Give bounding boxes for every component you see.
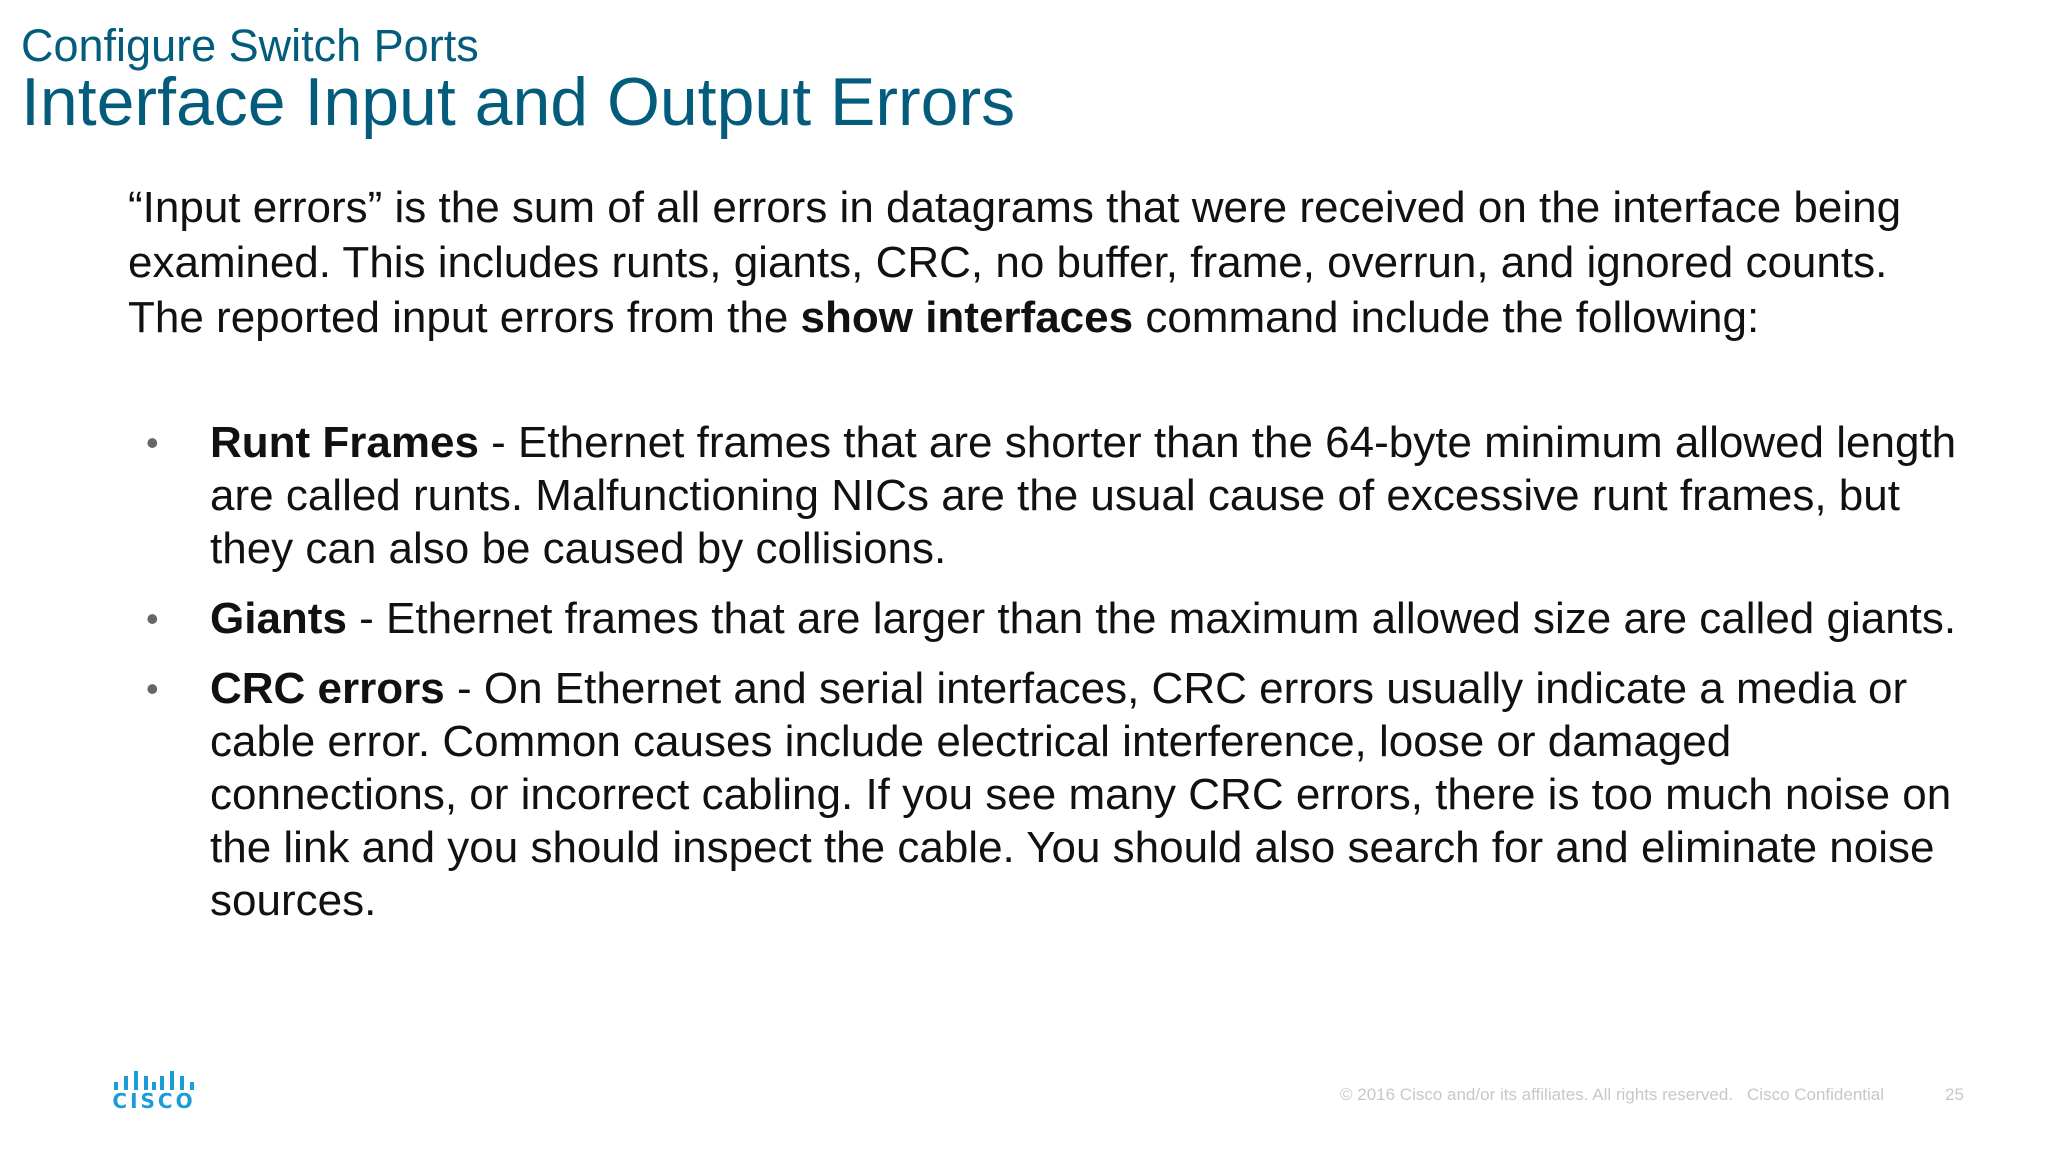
intro-text-after: command include the following:: [1133, 293, 1760, 342]
bullet-giants: [138, 592, 1968, 645]
intro-text-before: “Input errors” is the sum of all errors in datagrams that were received on the interface being examined. This includes runts, giants, CRC, no buffer, frame, overrun, and ignored counts. The reported input errors from the: [128, 183, 1902, 342]
bullet-dot-icon: •: [146, 422, 159, 463]
slide-title: Interface Input and Output Errors: [21, 64, 1016, 140]
cisco-logo: [112, 1068, 196, 1112]
bullet-crc-errors: [138, 662, 1968, 927]
bullet-text: - On Ethernet and serial interfaces, CRC errors usually indicate a media or cable error. Common causes include electrical interference, loose or damaged connections, or incorrect cabling. If you see many CRC errors, there is too much noise on the link and you should inspect the cable. You should also search for and eliminate noise sources.: [210, 664, 1952, 925]
bullet-dot-icon: •: [146, 598, 159, 639]
footer: [1340, 1085, 1898, 1105]
footer-confidential: Cisco Confidential: [1747, 1085, 1885, 1104]
intro-paragraph: [128, 180, 1968, 345]
intro-command: show interfaces: [800, 293, 1134, 342]
bullet-term: Giants: [210, 594, 347, 643]
bullet-term: CRC errors: [210, 664, 445, 713]
bullet-term: Runt Frames: [210, 418, 479, 467]
slide-subtitle: Configure Switch Ports: [21, 20, 479, 71]
page-number: 25: [1945, 1085, 1964, 1104]
bullet-text: - Ethernet frames that are larger than the maximum allowed size are called giants.: [346, 594, 1957, 643]
bullet-text: - Ethernet frames that are shorter than the 64-byte minimum allowed length are called runts. Malfunctioning NICs are the usual cause of excessive runt frames, but they can also be caused by collisions.: [210, 418, 1957, 573]
bullet-runt-frames: [138, 416, 1968, 575]
bullet-dot-icon: •: [146, 668, 159, 709]
cisco-logo-word: CISCO: [112, 1089, 196, 1113]
footer-copyright: © 2016 Cisco and/or its affiliates. All rights reserved.: [1340, 1085, 1734, 1104]
bullet-list: [138, 416, 1968, 944]
